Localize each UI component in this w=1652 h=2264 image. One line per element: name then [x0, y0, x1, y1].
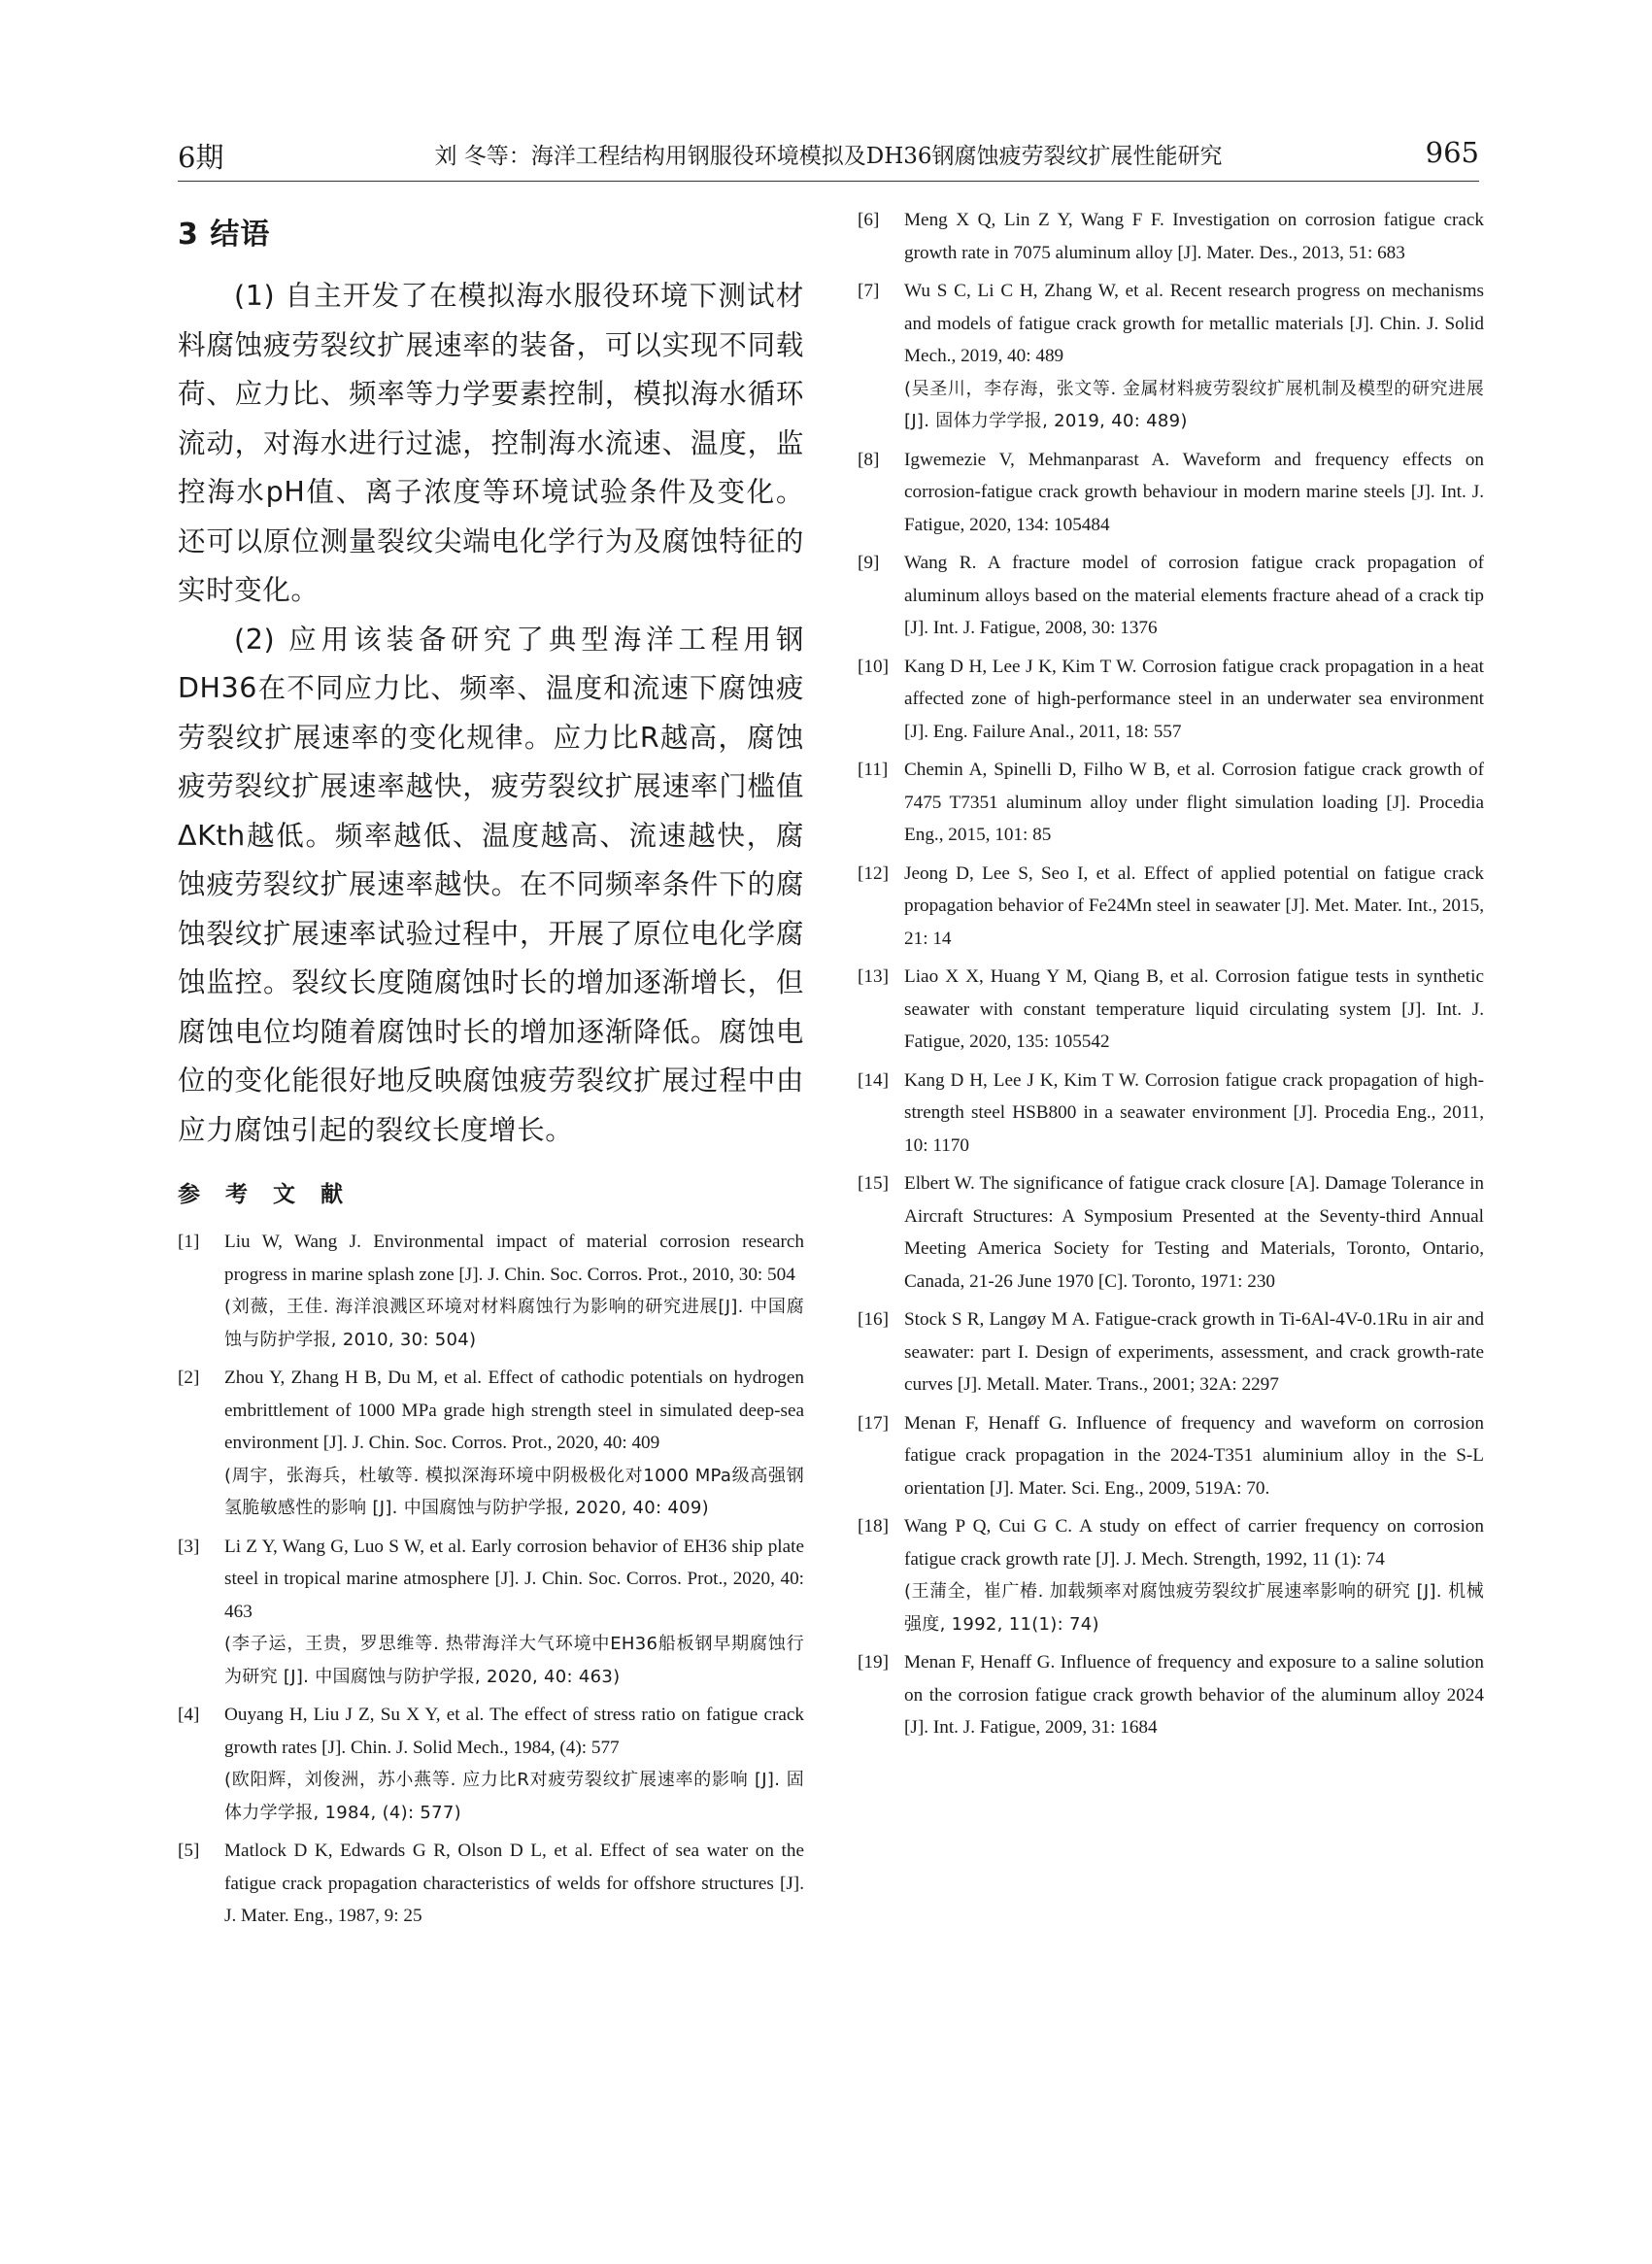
reference-number: [14]: [858, 1069, 889, 1091]
reference-item: [858, 444, 1484, 542]
reference-text: Chemin A, Spinelli D, Filho W B, et al. Corrosion fatigue crack growth of 7475 T7351 aluminum alloy under flight simulation loading [J]. Procedia Eng., 2015, 101: 85: [904, 760, 1484, 845]
reference-text: Wang R. A fracture model of corrosion fatigue crack propagation of aluminum alloys based on the material elements fracture ahead of a crack tip [J]. Int. J. Fatigue, 2008, 30: 1376: [904, 553, 1484, 638]
reference-number: [1]: [178, 1232, 200, 1252]
reference-item: [858, 651, 1484, 749]
page-number: 965: [1425, 136, 1479, 169]
reference-item: [178, 1226, 804, 1356]
reference-text: Wu S C, Li C H, Zhang W, et al. Recent research progress on mechanisms and models of fatigue crack growth for metallic materials [J]. Chin. J. Solid Mech., 2019, 40: 489: [904, 281, 1484, 366]
reference-chinese-translation: (李子运，王贵，罗思维等. 热带海洋大气环境中EH36船板钢早期腐蚀行为研究 [J]. 中国腐蚀与防护学报, 2020, 40: 463): [224, 1634, 804, 1687]
reference-text: Jeong D, Lee S, Seo I, et al. Effect of applied potential on fatigue crack propagation behavior of Fe24Mn steel in seawater [J]. Met. Mater. Int., 2015, 21: 14: [904, 862, 1484, 949]
right-column: [858, 204, 1484, 1750]
reference-number: [2]: [178, 1368, 200, 1388]
reference-text: Kang D H, Lee J K, Kim T W. Corrosion fatigue crack propagation in a heat affected zone of high-performance steel in an underwater sea environment [J]. Eng. Failure Anal., 2011, 18: 557: [904, 656, 1484, 742]
reference-number: [11]: [858, 760, 889, 780]
reference-number: [17]: [858, 1412, 889, 1434]
reference-item: [858, 1167, 1484, 1298]
reference-number: [7]: [858, 281, 880, 301]
reference-text: Igwemezie V, Mehmanparast A. Waveform and frequency effects on corrosion-fatigue crack growth behaviour in modern marine steels [J]. Int. J. Fatigue, 2020, 134: 105484: [904, 449, 1484, 535]
reference-text: Liao X X, Huang Y M, Qiang B, et al. Corrosion fatigue tests in synthetic seawater with constant temperature liquid circulating system [J]. Int. J. Fatigue, 2020, 135: 105542: [904, 966, 1484, 1052]
reference-text: Liu W, Wang J. Environmental impact of material corrosion research progress in marine splash zone [J]. J. Chin. Soc. Corros. Prot., 2010, 30: 504: [224, 1232, 804, 1285]
conclusion-paragraph-2: (2) 应用该装备研究了典型海洋工程用钢DH36在不同应力比、频率、温度和流速下腐蚀疲劳裂纹扩展速率的变化规律。应力比R越高，腐蚀疲劳裂纹扩展速率越快，疲劳裂纹扩展速率门槛值ΔKth越低。频率越低、温度越高、流速越快，腐蚀疲劳裂纹扩展速率越快。在不同频率条件下的腐蚀裂纹扩展速率试验过程中，开展了原位电化学腐蚀监控。裂纹长度随腐蚀时长的增加逐渐增长，但腐蚀电位均随着腐蚀时长的增加逐渐降低。腐蚀电位的变化能很好地反映腐蚀疲劳裂纹扩展过程中由应力腐蚀引起的裂纹长度增长。: [178, 623, 804, 1146]
reference-item: [858, 204, 1484, 269]
reference-item: [858, 1510, 1484, 1640]
reference-text: Stock S R, Langøy M A. Fatigue-crack growth in Ti-6Al-4V-0.1Ru in air and seawater: part I. Design of experiments, assessment, and crack growth-rate curves [J]. Metall. Mater. Trans., 2001; 32A: 2297: [904, 1309, 1484, 1395]
reference-item: [858, 961, 1484, 1059]
running-title: 刘 冬等：海洋工程结构用钢服役环境模拟及DH36钢腐蚀疲劳裂纹扩展性能研究: [434, 144, 1223, 169]
conclusion-paragraph-1: (1) 自主开发了在模拟海水服役环境下测试材料腐蚀疲劳裂纹扩展速率的装备，可以实现不同载荷、应力比、频率等力学要素控制，模拟海水循环流动，对海水进行过滤，控制海水流速、温度，监控海水pH值、离子浓度等环境试验条件及变化。还可以原位测量裂纹尖端电化学行为及腐蚀特征的实时变化。: [178, 280, 804, 606]
reference-text: Matlock D K, Edwards G R, Olson D L, et al. Effect of sea water on the fatigue crack propagation characteristics of welds for offshore structures [J]. J. Mater. Eng., 1987, 9: 25: [224, 1841, 804, 1926]
reference-text: Kang D H, Lee J K, Kim T W. Corrosion fatigue crack propagation of high-strength steel HSB800 in a seawater environment [J]. Procedia Eng., 2011, 10: 1170: [904, 1069, 1484, 1156]
reference-number: [3]: [178, 1536, 200, 1557]
reference-item: [178, 1362, 804, 1525]
reference-text: Zhou Y, Zhang H B, Du M, et al. Effect of cathodic potentials on hydrogen embrittlement of 1000 MPa grade high strength steel in simulated deep-sea environment [J]. J. Chin. Soc. Corros. Prot., 2020, 40: 409: [224, 1368, 804, 1453]
reference-item: [858, 547, 1484, 645]
reference-text: Menan F, Henaff G. Influence of frequency and waveform on corrosion fatigue crack propagation in the 2024-T351 aluminium alloy in the S-L orientation [J]. Mater. Sci. Eng., 2009, 519A: 70.: [904, 1412, 1484, 1499]
reference-number: [16]: [858, 1309, 889, 1330]
reference-item: [858, 754, 1484, 852]
reference-chinese-translation: (王蒲全，崔广椿. 加载频率对腐蚀疲劳裂纹扩展速率影响的研究 [J]. 机械强度, 1992, 11(1): 74): [904, 1581, 1484, 1635]
reference-chinese-translation: (欧阳辉，刘俊洲，苏小燕等. 应力比R对疲劳裂纹扩展速率的影响 [J]. 固体力学学报, 1984, (4): 577): [224, 1770, 804, 1823]
reference-item: [178, 1531, 804, 1694]
reference-text: Meng X Q, Lin Z Y, Wang F F. Investigation on corrosion fatigue crack growth rate in 7075 aluminum alloy [J]. Mater. Des., 2013, 51: 683: [904, 210, 1484, 263]
reference-text: Ouyang H, Liu J Z, Su X Y, et al. The effect of stress ratio on fatigue crack growth rates [J]. Chin. J. Solid Mech., 1984, (4): 577: [224, 1705, 804, 1758]
reference-number: [8]: [858, 449, 880, 470]
reference-number: [6]: [858, 210, 880, 230]
issue-number: 6期: [178, 141, 224, 174]
reference-item: [858, 1646, 1484, 1744]
reference-list-left: [178, 1226, 804, 1933]
reference-text: Li Z Y, Wang G, Luo S W, et al. Early corrosion behavior of EH36 ship plate steel in tropical marine atmosphere [J]. J. Chin. Soc. Corros. Prot., 2020, 40: 463: [224, 1536, 804, 1622]
reference-number: [13]: [858, 966, 889, 987]
reference-text: Menan F, Henaff G. Influence of frequency and exposure to a saline solution on the corrosion fatigue crack growth behavior of the aluminum alloy 2024 [J]. Int. J. Fatigue, 2009, 31: 1684: [904, 1652, 1484, 1738]
reference-number: [9]: [858, 553, 880, 573]
header-rule: [178, 181, 1479, 182]
reference-item: [858, 858, 1484, 956]
reference-list-right: [858, 204, 1484, 1744]
reference-number: [19]: [858, 1652, 889, 1673]
reference-item: [858, 1407, 1484, 1505]
reference-text: Elbert W. The significance of fatigue crack closure [A]. Damage Tolerance in Aircraft Structures: A Symposium Presented at the Seventy-third Annual Meeting America Society for Testing and Materials, Toronto, Ontario, Canada, 21-26 June 1970 [C]. Toronto, 1971: 230: [904, 1173, 1484, 1292]
reference-item: [178, 1835, 804, 1933]
reference-item: [858, 1064, 1484, 1163]
reference-chinese-translation: (刘薇，王佳. 海洋浪溅区环境对材料腐蚀行为影响的研究进展[J]. 中国腐蚀与防护学报, 2010, 30: 504): [224, 1297, 804, 1350]
reference-number: [10]: [858, 656, 889, 677]
running-header: [178, 132, 1479, 181]
reference-text: Wang P Q, Cui G C. A study on effect of carrier frequency on corrosion fatigue crack growth rate [J]. J. Mech. Strength, 1992, 11 (1): 74: [904, 1516, 1484, 1570]
reference-chinese-translation: (吴圣川，李存海，张文等. 金属材料疲劳裂纹扩展机制及模型的研究进展 [J]. 固体力学学报, 2019, 40: 489): [904, 378, 1484, 431]
reference-number: [18]: [858, 1516, 889, 1537]
reference-item: [858, 275, 1484, 438]
section-heading: 3 结语: [178, 218, 271, 252]
reference-number: [12]: [858, 862, 889, 884]
left-column: [178, 204, 804, 1939]
reference-item: [178, 1699, 804, 1829]
reference-number: [15]: [858, 1173, 889, 1194]
reference-chinese-translation: (周宇，张海兵，杜敏等. 模拟深海环境中阴极极化对1000 MPa级高强钢氢脆敏感性的影响 [J]. 中国腐蚀与防护学报, 2020, 40: 409): [224, 1465, 804, 1518]
reference-number: [5]: [178, 1841, 200, 1861]
references-heading: 参 考 文 献: [178, 1182, 353, 1207]
reference-item: [858, 1303, 1484, 1402]
reference-number: [4]: [178, 1705, 200, 1725]
